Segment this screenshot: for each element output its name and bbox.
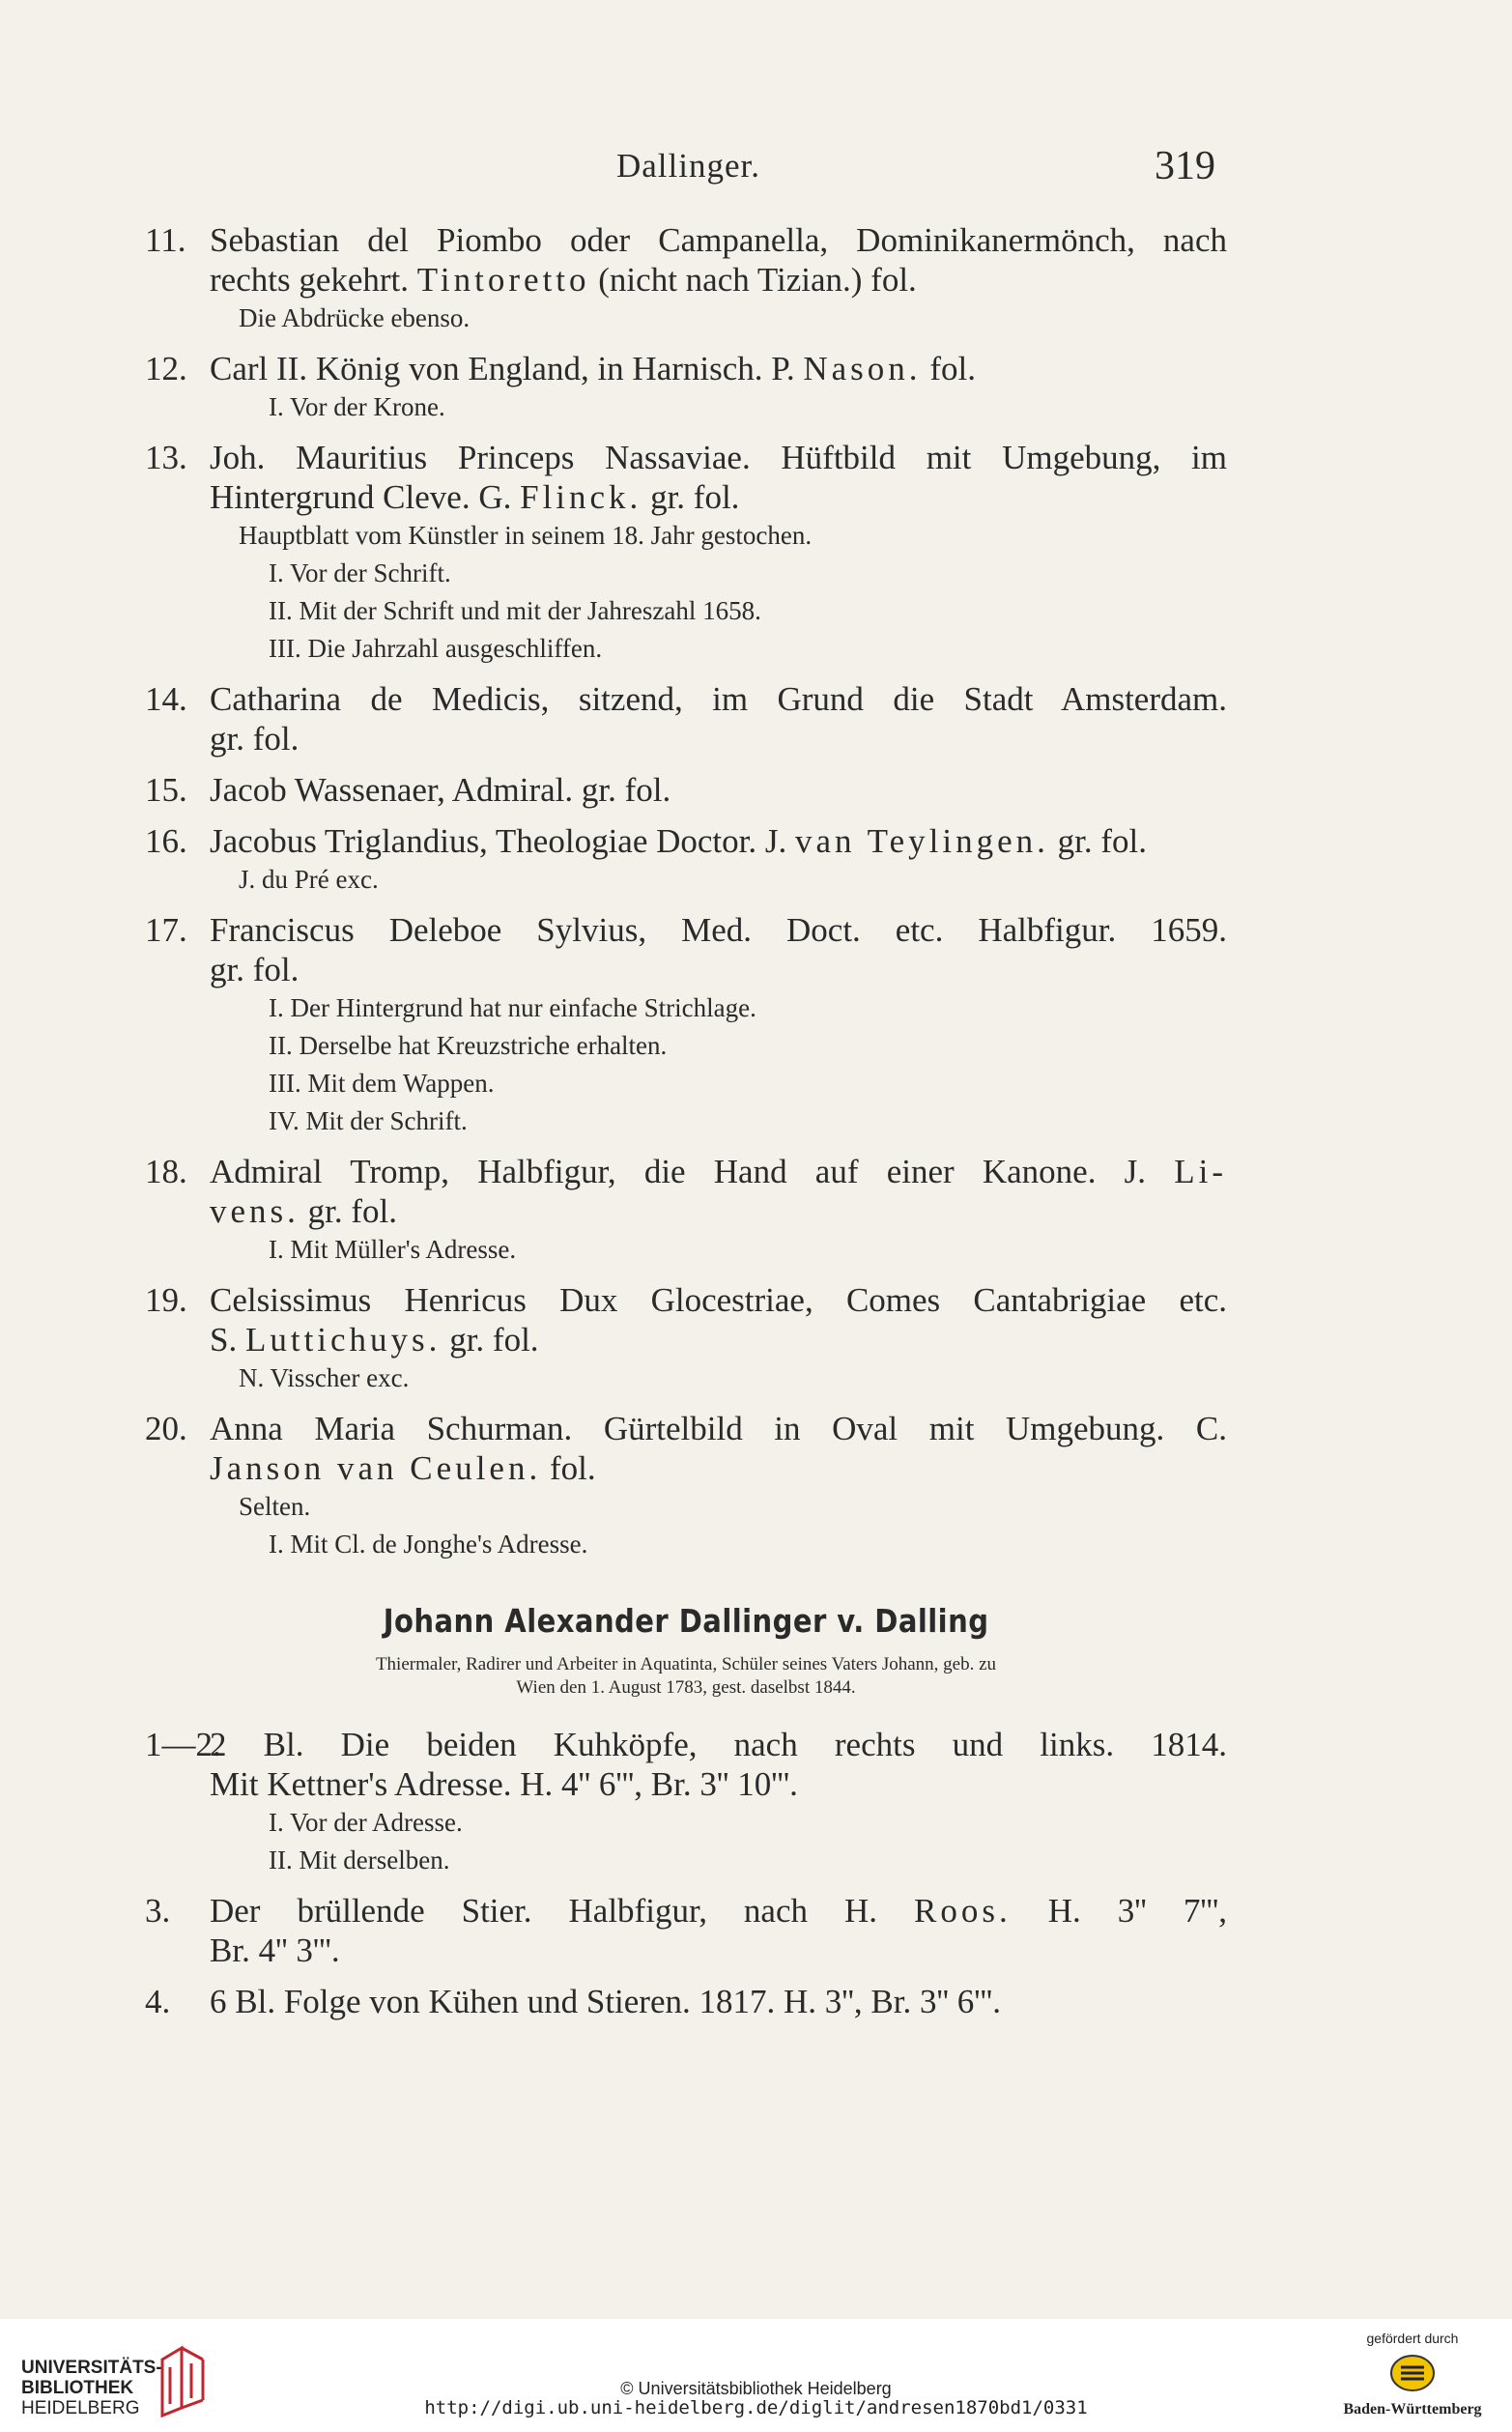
page-number: 319 [1155,144,1215,188]
entry-line [145,1725,1227,1764]
entry-text-rest: fol. [929,350,976,387]
entry-text: 2 Bl. Die beiden Kuhköpfe, nach rechts und links. 1814. [210,1726,1227,1763]
state-note: I. Mit Cl. de Jonghe's Adresse. [269,1530,588,1559]
entry-number: 3. [145,1892,171,1930]
catalogue-entry [145,1982,1227,2021]
entry-line [145,1931,1227,1970]
entry-line [145,821,1227,861]
engraver-name: Nason. [803,350,922,387]
state-note: J. du Pré exc. [239,865,379,894]
entry-number: 13. [145,439,187,476]
catalogue-entry [145,1409,1227,1563]
entry-number: 14. [145,680,187,718]
entry-text: Celsissimus Henricus Dux Glocestriae, Comes Cantabrigiae etc. [210,1281,1227,1319]
entry-text: S. [210,1321,238,1359]
source-url[interactable]: http://digi.ub.uni-heidelberg.de/diglit/andresen1870bd1/0331 [424,2397,1088,2418]
copyright-text: © Universitätsbibliothek Heidelberg [620,2379,892,2398]
entry-number: 19. [145,1281,187,1319]
entry-number: 12. [145,350,187,387]
state-note: N. Visscher exc. [239,1363,410,1392]
entry-line [145,349,1227,388]
bio-line-2: Wien den 1. August 1783, gest. daselbst 1844. [516,1677,856,1698]
funding-block [1330,2331,1495,2418]
running-header [0,144,1512,205]
engraver-name: vens. [210,1192,300,1230]
entry-text-rest: gr. fol. [650,478,740,516]
entry-line [145,1409,1227,1448]
catalogue-entry [145,349,1227,426]
entry-number: 18. [145,1153,187,1190]
copyright-block [0,2379,1512,2418]
entry-text: Sebastian del Piombo oder Campanella, Dominikanermönch, nach [210,221,1227,259]
entry-text: Br. 4'' 3'''. [210,1931,340,1969]
artist-heading: Johann Alexander Dallinger v. Dalling [383,1602,989,1640]
catalogue-entry [145,220,1227,337]
engraver-name: Roos. [914,1892,1012,1930]
entry-line [145,260,1227,300]
state-note: Die Abdrücke ebenso. [239,303,471,332]
entry-line [145,1191,1227,1231]
catalogue-entry [145,1152,1227,1269]
entry-text: gr. fol. [210,951,300,988]
catalogue-entry [145,438,1227,668]
state-note: III. Die Jahrzahl ausgeschliffen. [269,634,603,663]
entry-number: 11. [145,221,186,259]
entry-line [145,1891,1227,1931]
entry-text: rechts gekehrt. [210,261,410,299]
funder-name: Baden-Württemberg [1343,2401,1482,2418]
entry-line [145,477,1227,517]
state-note: I. Der Hintergrund hat nur einfache Strichlage. [269,993,756,1022]
engraver-name: Flinck. [520,478,642,516]
entry-line [145,719,1227,758]
footer-bar [0,2319,1512,2432]
entry-line [145,910,1227,950]
catalogue-entry [145,770,1227,810]
entry-text: 6 Bl. Folge von Kühen und Stieren. 1817. H. 3'', Br. 3'' 6'''. [210,1983,1001,2020]
entry-number: 15. [145,771,187,809]
artist-section-heading-block [145,1602,1227,1640]
entry-line [145,950,1227,989]
entry-line [145,1982,1227,2021]
entry-text: Joh. Mauritius Princeps Nassaviae. Hüftbild mit Umgebung, im [210,439,1227,476]
entry-number: 20. [145,1410,187,1447]
funded-by-label: gefördert durch [1366,2331,1459,2346]
library-line-3: HEIDELBERG [21,2398,140,2418]
entry-line [145,770,1227,810]
state-note: II. Mit derselben. [269,1845,450,1874]
entry-line [145,1448,1227,1488]
state-note: II. Derselbe hat Kreuzstriche erhalten. [269,1031,668,1060]
entry-text: Carl II. König von England, in Harnisch. P. [210,350,795,387]
artist-biography [145,1653,1227,1700]
engraver-name: van Teylingen. [795,822,1049,860]
entry-line [145,438,1227,477]
entry-line [145,1152,1227,1191]
entry-text: Jacobus Triglandius, Theologiae Doctor. J. [210,822,787,860]
engraver-name: Li- [1174,1153,1227,1190]
entry-line [145,1320,1227,1359]
state-note: I. Vor der Krone. [269,392,445,421]
entry-text: gr. fol. [210,720,300,758]
entry-number: 17. [145,911,187,949]
bio-line-1: Thiermaler, Radirer und Arbeiter in Aquatinta, Schüler seines Vaters Johann, geb. zu [375,1654,997,1674]
entry-text: Catharina de Medicis, sitzend, im Grund die Stadt Amsterdam. [210,680,1227,718]
entry-line [145,1764,1227,1804]
engraver-name: Tintoretto [416,261,590,299]
catalogue-entry [145,821,1227,899]
entries-list-2 [145,1725,1227,2021]
catalogue-entry [145,1725,1227,1879]
entry-line [145,679,1227,719]
entry-text: Der brüllende Stier. Halbfigur, nach H. [210,1892,878,1930]
entry-text-rest: H. 3'' 7''', [1047,1892,1228,1930]
entry-number: 4. [145,1983,171,2020]
catalogue-entry [145,1891,1227,1970]
catalogue-entry [145,910,1227,1140]
state-note: III. Mit dem Wappen. [269,1069,495,1098]
state-note: I. Vor der Adresse. [269,1808,463,1837]
entry-number: 16. [145,822,187,860]
entry-text: Mit Kettner's Adresse. H. 4'' 6''', Br. 3'' 10'''. [210,1765,798,1803]
entry-line [145,220,1227,260]
entry-text-rest: gr. fol. [449,1321,539,1359]
library-line-1: UNIVERSITÄTS- [21,2358,162,2378]
entry-text: Jacob Wassenaer, Admiral. gr. fol. [210,771,671,809]
catalogue-body [145,220,1227,2033]
state-note: I. Mit Müller's Adresse. [269,1235,517,1264]
entry-text-rest: gr. fol. [307,1192,398,1230]
entry-text: Admiral Tromp, Halbfigur, die Hand auf einer Kanone. J. [210,1153,1147,1190]
entry-text-rest: gr. fol. [1057,822,1147,860]
state-note: IV. Mit der Schrift. [269,1106,468,1135]
library-line-2: BIBLIOTHEK [21,2378,134,2398]
state-note: II. Mit der Schrift und mit der Jahreszahl 1658. [269,596,761,625]
entry-text: Franciscus Deleboe Sylvius, Med. Doct. etc. Halbfigur. 1659. [210,911,1227,949]
entry-text: Anna Maria Schurman. Gürtelbild in Oval mit Umgebung. C. [210,1410,1227,1447]
state-note: Selten. [239,1492,311,1521]
state-note: Hauptblatt vom Künstler in seinem 18. Jahr gestochen. [239,521,813,550]
catalogue-entry [145,679,1227,758]
catalogue-entry [145,1280,1227,1397]
entry-text-rest: fol. [549,1449,596,1487]
entry-text: Hintergrund Cleve. G. [210,478,512,516]
running-title: Dallinger. [616,147,760,185]
engraver-name: Luttichuys. [244,1321,442,1359]
entry-line [145,1280,1227,1320]
crest-icon [1387,2352,1438,2394]
entry-number: 1—2. [145,1726,221,1763]
state-note: I. Vor der Schrift. [269,558,451,587]
entry-text-rest: (nicht nach Tizian.) fol. [598,261,917,299]
engraver-name: Janson van Ceulen. [210,1449,542,1487]
entries-list [145,220,1227,1563]
